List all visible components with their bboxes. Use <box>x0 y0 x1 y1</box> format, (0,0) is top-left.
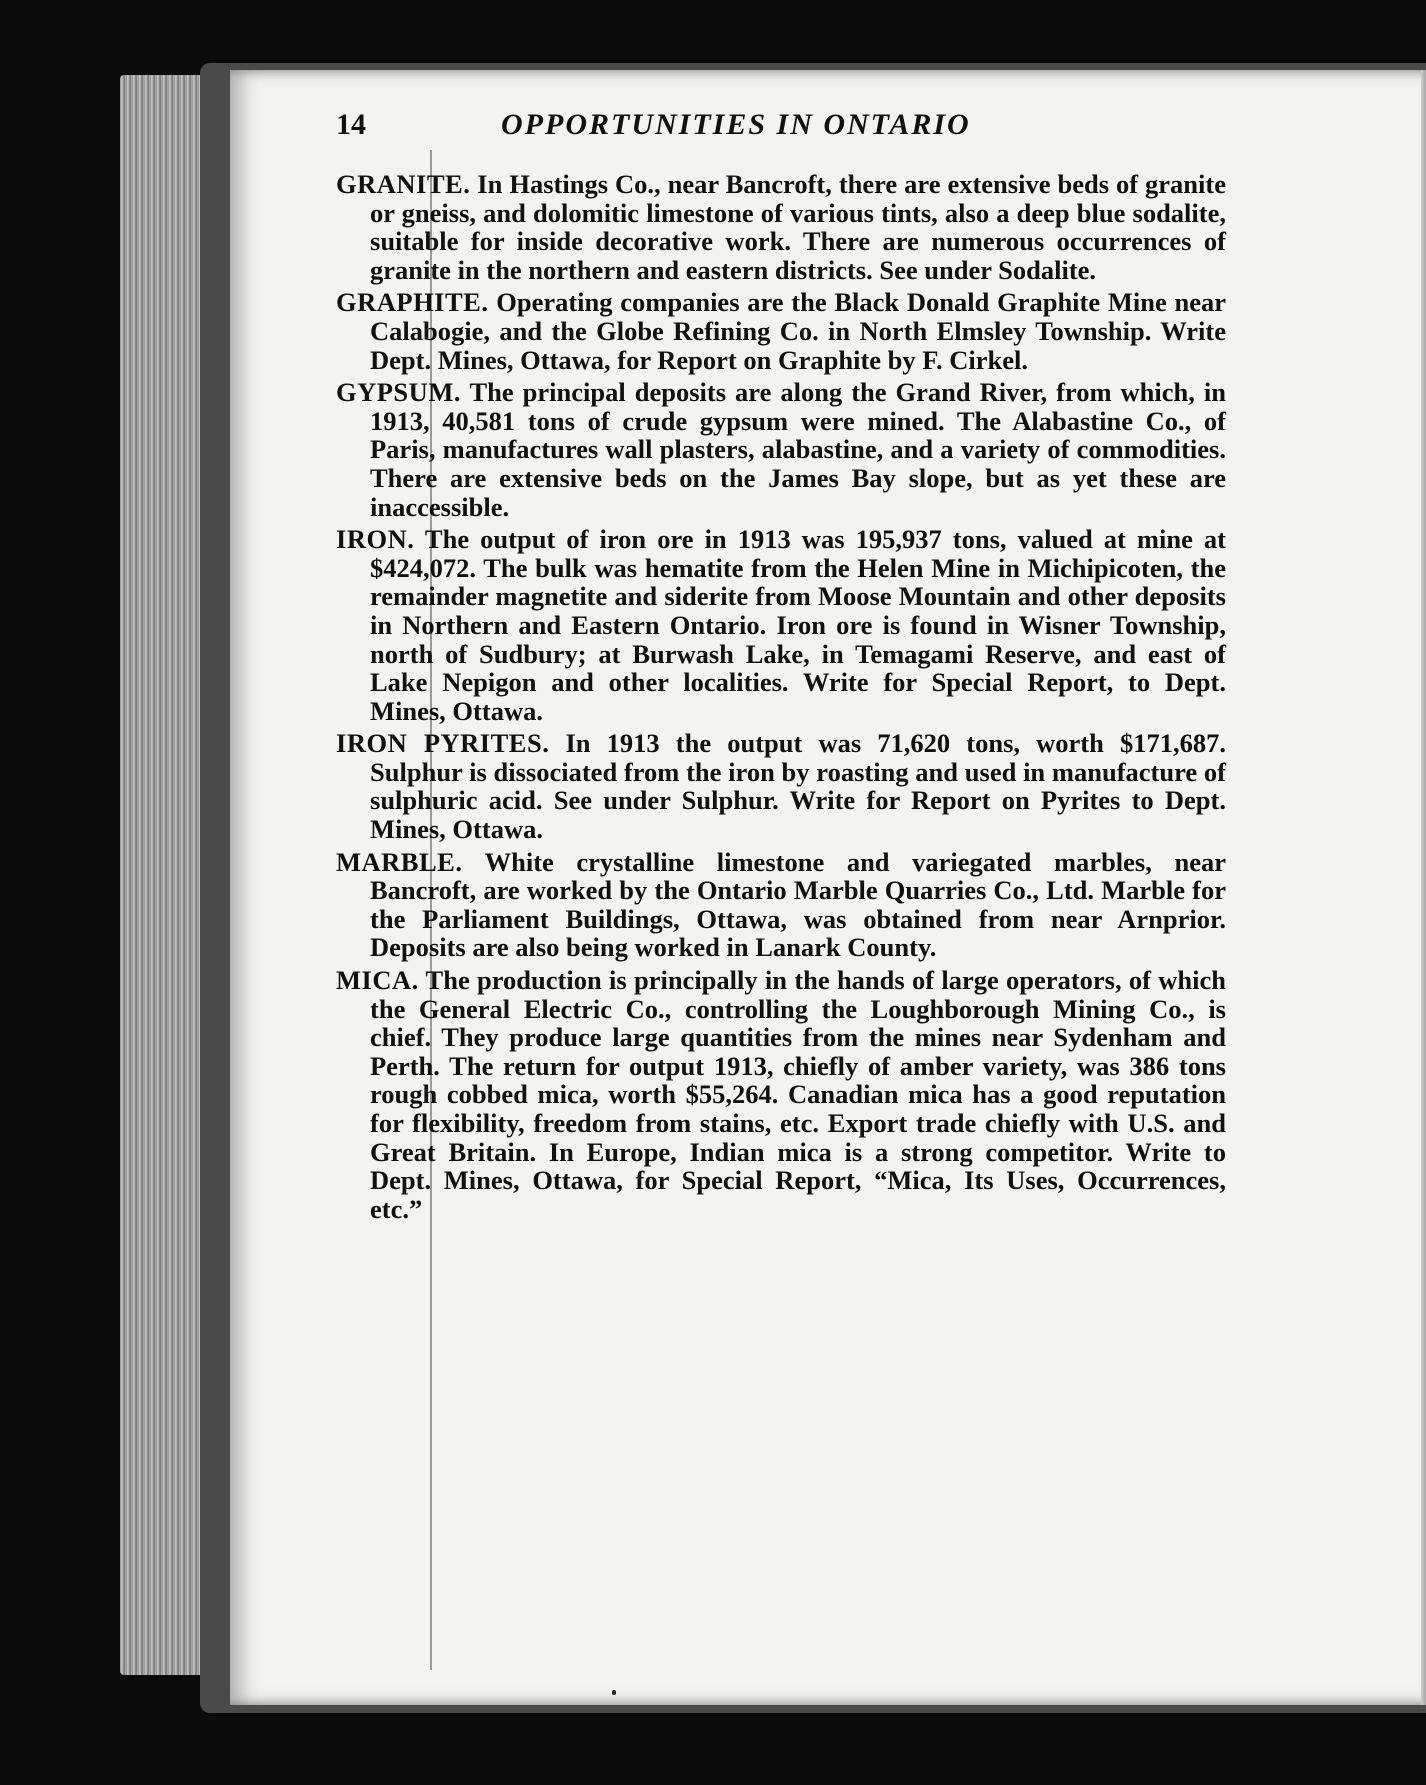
entry-text: In 1913 the output was 71,620 tons, worth $171,687. Sulphur is dissociated from the iron by roasting and used in manufacture of sulphuric acid. See under Sulphur. Write for Report on Pyrites to Dept. Mines, Ottawa. <box>370 728 1226 845</box>
page-right-edge <box>1421 70 1426 1705</box>
entry-marble <box>336 848 1226 962</box>
entry-term: GRANITE. <box>336 169 471 199</box>
entry-term: GYPSUM. <box>336 377 461 408</box>
running-title: OPPORTUNITIES IN ONTARIO <box>501 108 971 141</box>
entry-term: IRON. <box>336 524 415 555</box>
entry-text: The production is principally in the hands of large operators, of which the General Electric Co., controlling the Loughborough Mining Co., is chief. They produce large quantities from the mines near Sydenham and Perth. The return for output 1913, chiefly of amber variety, was 386 tons rough cobbed mica, worth $55,264. Canadian mica has a good reputation for flexibility, freedom from stains, etc. Export trade chiefly with U.S. and Great Britain. In Europe, Indian mica is a strong competitor. Write to Dept. Mines, Ottawa, for Special Report, “Mica, Its Uses, Occurrences, etc.” <box>370 965 1226 1224</box>
entry-graphite <box>336 288 1226 374</box>
entry-text: The principal deposits are along the Grand River, from which, in 1913, 40,581 tons of crude gypsum were mined. The Alabastine Co., of Paris, manufactures wall plasters, alabastine, and a variety of commodities. There are extensive beds on the James Bay slope, but as yet these are inaccessible. <box>370 377 1226 522</box>
page-number: 14 <box>336 108 366 141</box>
entry-text: In Hastings Co., near Bancroft, there are extensive beds of granite or gneiss, and dolomitic limestone of various tints, also a deep blue sodalite, suitable for inside decorative work. There are numerous occurrences of granite in the northern and eastern districts. See under Sodalite. <box>370 169 1226 285</box>
entry-iron <box>336 525 1226 725</box>
page-header <box>336 108 1186 152</box>
entry-text: White crystalline limestone and variegated marbles, near Bancroft, are worked by the Ontario Marble Quarries Co., Ltd. Marble for the Parliament Buildings, Ottawa, was obtained from near Arnprior. Deposits are also being worked in Lanark County. <box>370 846 1226 963</box>
entry-term: IRON PYRITES. <box>336 728 550 759</box>
page-body <box>336 170 1226 1227</box>
entry-text: Operating companies are the Black Donald Graphite Mine near Calabogie, and the Globe Refining Co. in North Elmsley Township. Write Dept. Mines, Ottawa, for Report on Graphite by F. Cirkel. <box>370 287 1226 375</box>
entry-term: GRAPHITE. <box>336 287 489 318</box>
entry-mica <box>336 966 1226 1223</box>
ink-speck <box>612 1690 616 1695</box>
entry-granite <box>336 170 1226 284</box>
entry-iron-pyrites <box>336 729 1226 843</box>
entry-gypsum <box>336 378 1226 521</box>
entry-term: MARBLE. <box>336 846 463 877</box>
entry-term: MICA. <box>336 965 419 996</box>
entry-text: The output of iron ore in 1913 was 195,937 tons, valued at mine at $424,072. The bulk was hematite from the Helen Mine in Michipicoten, the remainder magnetite and siderite from Moose Mountain and other deposits in Northern and Eastern Ontario. Iron ore is found in Wisner Township, north of Sudbury; at Burwash Lake, in Temagami Reserve, and east of Lake Nepigon and other localities. Write for Special Report, to Dept. Mines, Ottawa. <box>370 524 1226 726</box>
